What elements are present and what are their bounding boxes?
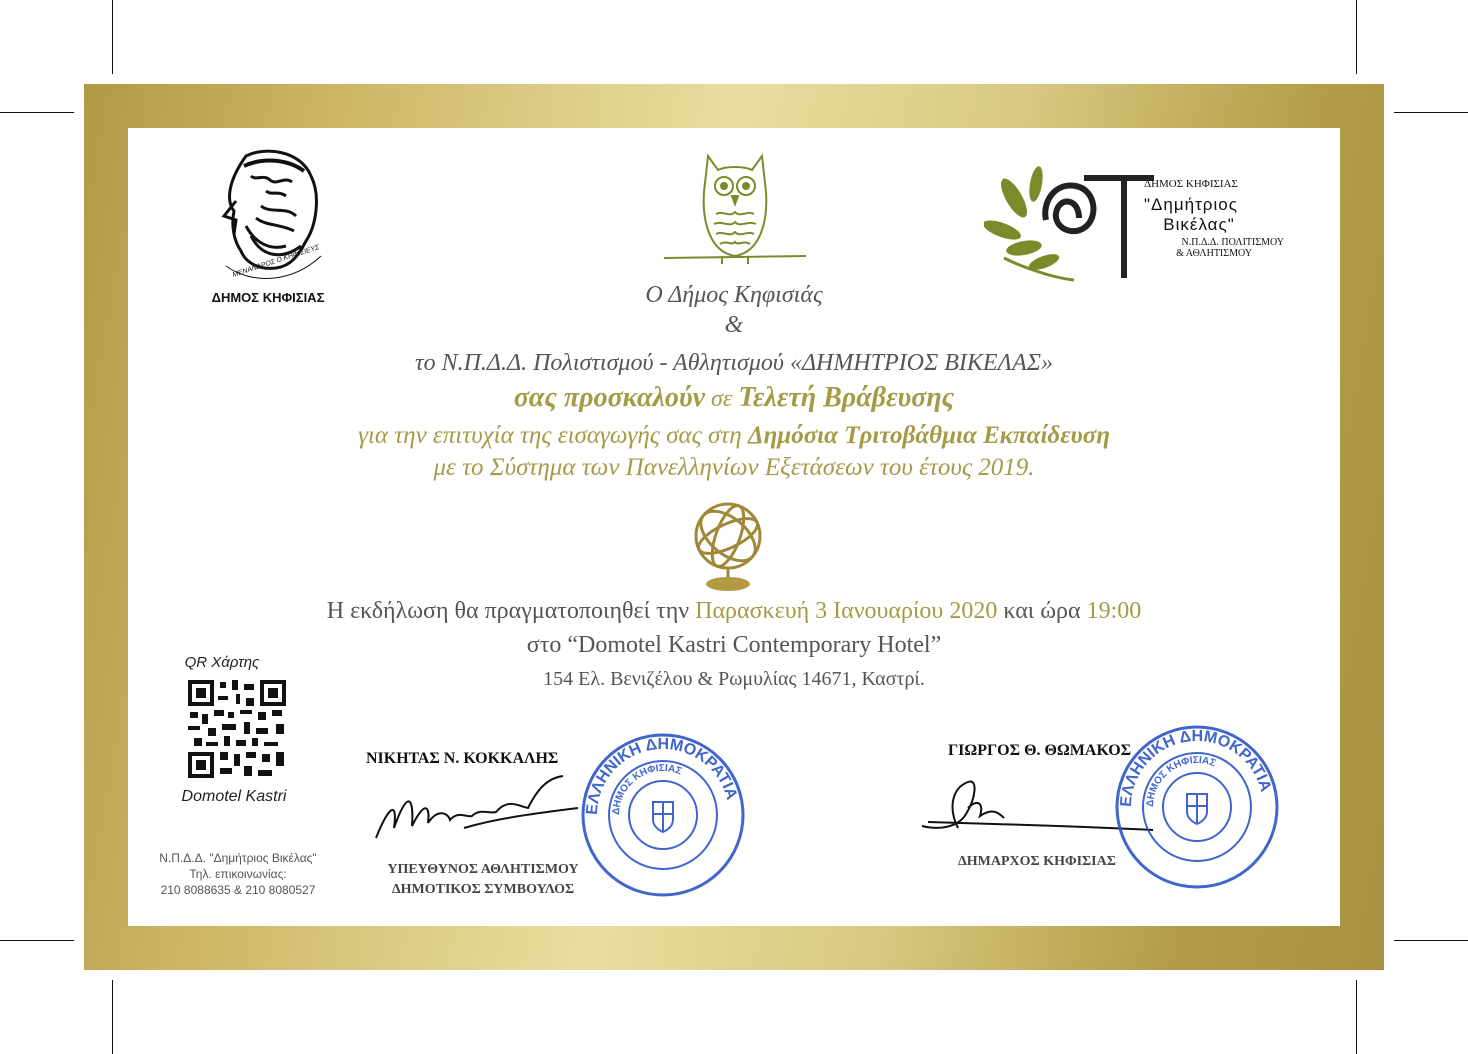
left-signatory-title-2: ΔΗΜΟΤΙΚΟΣ ΣΥΜΒΟΥΛΟΣ — [391, 882, 575, 897]
vikelas-sub-line1: Ν.Π.Δ.Δ. ΠΟΛΙΤΙΣΜΟΥ — [1181, 237, 1284, 248]
left-signatory-name: ΝΙΚΗΤΑΣ Ν. ΚΟΚΚΑΛΗΣ — [366, 750, 559, 767]
invitation-line-5 — [128, 422, 1340, 450]
stamp-outer-text: ΕΛΛΗΝΙΚΗ ΔΗΜΟΚΡΑΤΙΑ — [1117, 727, 1275, 808]
vikelas-logo — [984, 158, 1154, 283]
crop-mark — [0, 940, 74, 941]
left-signatory-title-1: ΥΠΕΥΘΥΝΟΣ ΑΘΛΗΤΙΣΜΟΥ — [387, 862, 579, 877]
right-signatory-title: ΔΗΜΑΡΧΟΣ ΚΗΦΙΣΙΑΣ — [958, 854, 1116, 869]
invitation-line-1: Ο Δήμος Κηφισιάς — [645, 282, 823, 308]
left-official-stamp — [580, 732, 746, 898]
contact-line-2: Τηλ. επικοινωνίας: — [189, 867, 287, 881]
crop-mark — [1356, 980, 1357, 1054]
contact-info — [138, 850, 338, 898]
crop-mark — [1394, 112, 1468, 113]
logo-seal-text: ΜΕΝΑΝΔΡΟΣ Ο ΚΗΦΙΣΙΕΥΣ — [231, 244, 321, 279]
vikelas-logo-text — [1144, 178, 1294, 259]
vikelas-sub-line2: & ΑΘΛΗΤΙΣΜΟΥ — [1176, 248, 1252, 259]
signature-icon — [368, 768, 588, 848]
event-address: 154 Ελ. Βενιζέλου & Ρωμυλίας 14671, Καστρί. — [543, 668, 925, 690]
stamp-outer-text: ΕΛΛΗΝΙΚΗ ΔΗΜΟΚΡΑΤΙΑ — [583, 735, 741, 816]
stamp-icon — [580, 732, 746, 898]
event-venue: στο “Domotel Kastri Contemporary Hotel” — [526, 632, 942, 658]
vikelas-name-line2: Βικέλας" — [1163, 215, 1235, 234]
invitation-line-4 — [128, 382, 1340, 414]
event-text-a: Η εκδήλωση θα πραγματοποιηθεί την — [326, 598, 696, 624]
event-text-c: και ώρα — [997, 598, 1087, 624]
stamp-inner-text: ΔΗΜΟΣ ΚΗΦΙΣΙΑΣ — [1144, 754, 1218, 808]
municipality-logo — [206, 146, 336, 286]
event-date: Παρασκευή 3 Ιανουαρίου 2020 — [695, 598, 998, 624]
ceremony-title: Τελετή Βράβευσης — [738, 382, 955, 413]
invite-connector: σε — [705, 386, 739, 412]
logo-caption: ΔΗΜΟΣ ΚΗΦΙΣΙΑΣ — [211, 290, 325, 305]
left-signature — [368, 768, 588, 848]
invitation-card — [128, 128, 1340, 926]
owl-logo — [660, 152, 810, 268]
stamp-icon — [1114, 724, 1280, 890]
right-signatory-name: ΓΙΩΡΓΟΣ Θ. ΘΩΜΑΚΟΣ — [948, 742, 1132, 759]
crop-mark — [112, 980, 113, 1054]
invite-verb: σας προσκαλούν — [513, 382, 706, 413]
event-line-1 — [128, 598, 1340, 625]
right-official-stamp — [1114, 724, 1280, 890]
qr-caption: Domotel Kastri — [181, 788, 287, 805]
vikelas-name-line1: "Δημήτριος — [1144, 195, 1238, 214]
higher-education: Δημόσια Τριτοβάθμια Εκπαίδευση — [747, 422, 1110, 449]
contact-line-1: Ν.Π.Δ.Δ. "Δημήτριος Βικέλας" — [159, 851, 317, 865]
invitation-line-3: το Ν.Π.Δ.Δ. Πολιστισμού - Αθλητισμού «ΔΗΜΗΤΡΙΟΣ ΒΙΚΕΛΑΣ» — [414, 350, 1054, 376]
qr-code[interactable] — [188, 680, 286, 778]
qr-code-icon — [188, 680, 286, 778]
crop-mark — [0, 112, 74, 113]
owl-icon — [660, 152, 810, 268]
stamp-inner-text: ΔΗΜΟΣ ΚΗΦΙΣΙΑΣ — [610, 762, 684, 816]
invitation-line-2: & — [724, 312, 744, 338]
invitation-line-6: με το Σύστημα των Πανελληνίων Εξετάσεων του έτους 2019. — [433, 454, 1035, 481]
crop-mark — [1394, 940, 1468, 941]
qr-title: QR Χάρτης — [184, 654, 260, 671]
armillary-sphere — [678, 496, 778, 596]
crop-mark — [112, 0, 113, 74]
vikelas-municipality: ΔΗΜΟΣ ΚΗΦΙΣΙΑΣ — [1144, 178, 1238, 190]
globe-trophy-icon — [678, 496, 778, 596]
olive-branch-icon — [984, 158, 1154, 283]
event-time: 19:00 — [1086, 598, 1142, 624]
contact-line-3: 210 8088635 & 210 8080527 — [160, 883, 316, 897]
crop-mark — [1356, 0, 1357, 74]
invitation-line-5-text: για την επιτυχία της εισαγωγής σας στη — [358, 422, 748, 449]
